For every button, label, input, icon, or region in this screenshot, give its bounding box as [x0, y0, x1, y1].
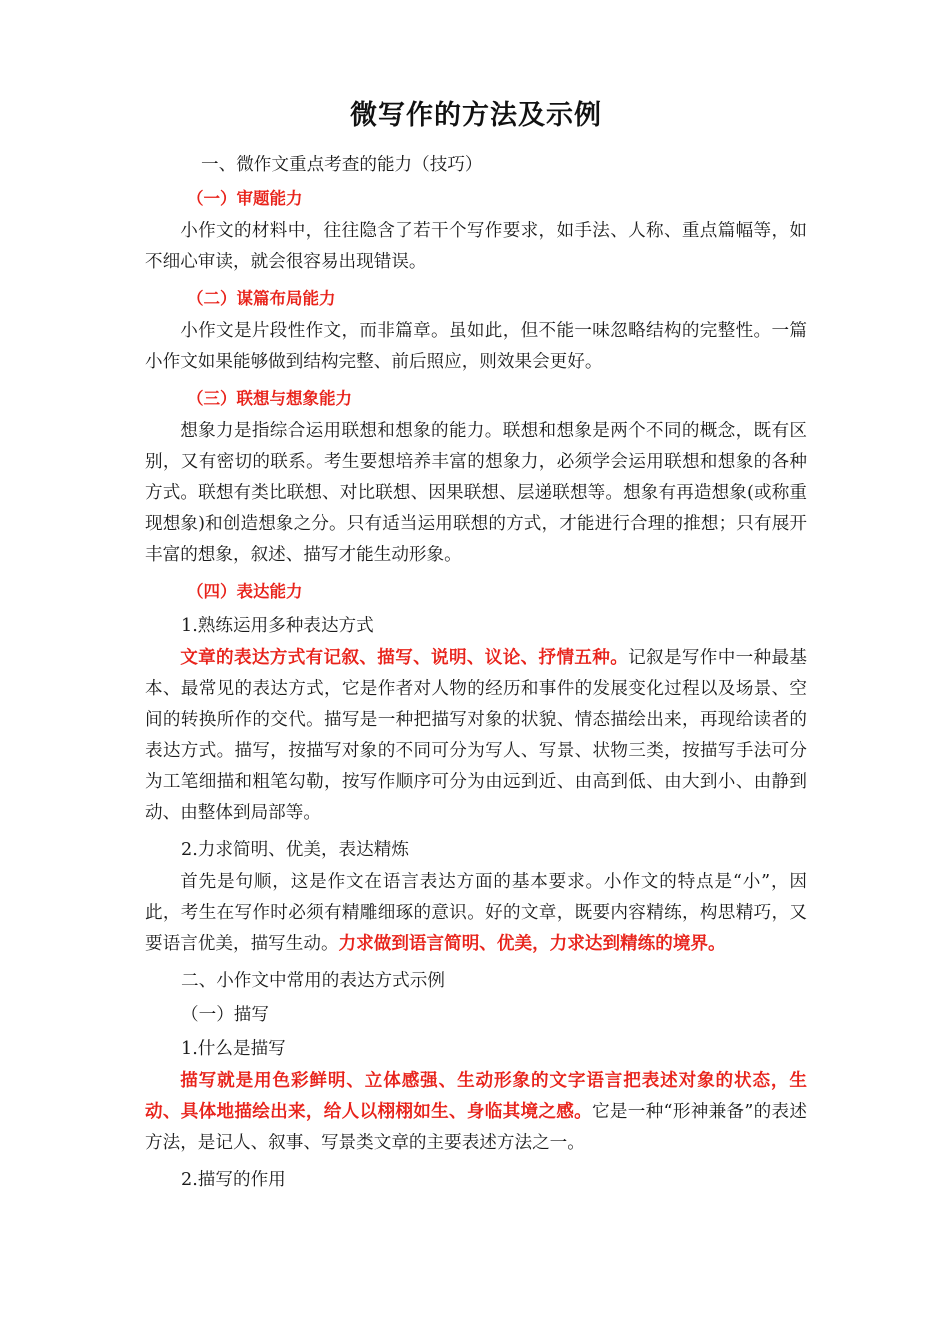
item-label-methods: 1.熟练运用多种表达方式	[181, 616, 374, 636]
paragraph-structure: 小作文是片段性作文，而非篇章。虽如此，但不能一味忽略结构的完整性。一篇小作文如果能够做到结构完整、前后照应，则效果会更好。	[145, 321, 807, 372]
item-label-description-purpose: 2.描写的作用	[181, 1170, 286, 1190]
body-text: 首先是句顺，这是作文在语言表达方面的基本要求。小作文的特点是“小”，因此，考生在写作时必须有精雕细琢的意识。好的文章，既要内容精练，构思精巧，又要语言优美，描写生动。	[145, 872, 807, 954]
document-title: 微写作的方法及示例	[350, 100, 602, 131]
highlight-text: 文章的表达方式有记叙、描写、说明、议论、抒情五种。	[180, 648, 629, 668]
paragraph-what-is-description	[145, 1066, 807, 1159]
body-text: 记叙是写作中一种最基本、最常见的表达方式，它是作者对人物的经历和事件的发展变化过程以及场景、空间的转换所作的交代。描写是一种把描写对象的状貌、情态描绘出来，再现给读者的表达方式。描写，按描写对象的不同可分为写人、写景、状物三类，按描写手法可分为工笔细描和粗笔勾勒，按写作顺序可分为由远到近、由高到低、由大到小、由静到动、由整体到局部等。	[145, 648, 807, 823]
subsection-heading-structure: （二）谋篇布局能力	[187, 289, 336, 308]
paragraph-audit: 小作文的材料中，往往隐含了若干个写作要求，如手法、人称、重点篇幅等，如不细心审读，就会很容易出现错误。	[145, 221, 807, 272]
highlight-text: 力求做到语言简明、优美，力求达到精练的境界。	[338, 934, 726, 954]
subsection-heading-description: （一）描写	[181, 1005, 269, 1025]
subsection-heading-expression: （四）表达能力	[187, 582, 303, 601]
document-page	[145, 96, 807, 1197]
subsection-heading-imagination: （三）联想与想象能力	[187, 389, 352, 408]
paragraph-methods	[145, 643, 807, 829]
section-heading-1: 一、微作文重点考查的能力（技巧）	[201, 155, 483, 175]
highlight-text: 描写就是用色彩鲜明、立体感强、生动形象的文字语言把表述对象的状态，生动、具体地描绘出来，给人以栩栩如生、身临其境之感。	[145, 1071, 807, 1122]
paragraph-imagination: 想象力是指综合运用联想和想象的能力。联想和想象是两个不同的概念，既有区别，又有密切的联系。考生要想培养丰富的想象力，必须学会运用联想和想象的各种方式。联想有类比联想、对比联想、因果联想、层递联想等。想象有再造想象(或称重现想象)和创造想象之分。只有适当运用联想的方式，才能进行合理的推想；只有展开丰富的想象，叙述、描写才能生动形象。	[145, 421, 807, 565]
item-label-concise: 2.力求简明、优美，表达精炼	[181, 840, 409, 860]
section-heading-2: 二、小作文中常用的表达方式示例	[181, 971, 445, 991]
paragraph-concise	[145, 867, 807, 960]
body-text: 它是一种“形神兼备”的表述方法，是记人、叙事、写景类文章的主要表述方法之一。	[145, 1102, 807, 1153]
item-label-what-is-description: 1.什么是描写	[181, 1039, 286, 1059]
subsection-heading-audit: （一）审题能力	[187, 189, 303, 208]
